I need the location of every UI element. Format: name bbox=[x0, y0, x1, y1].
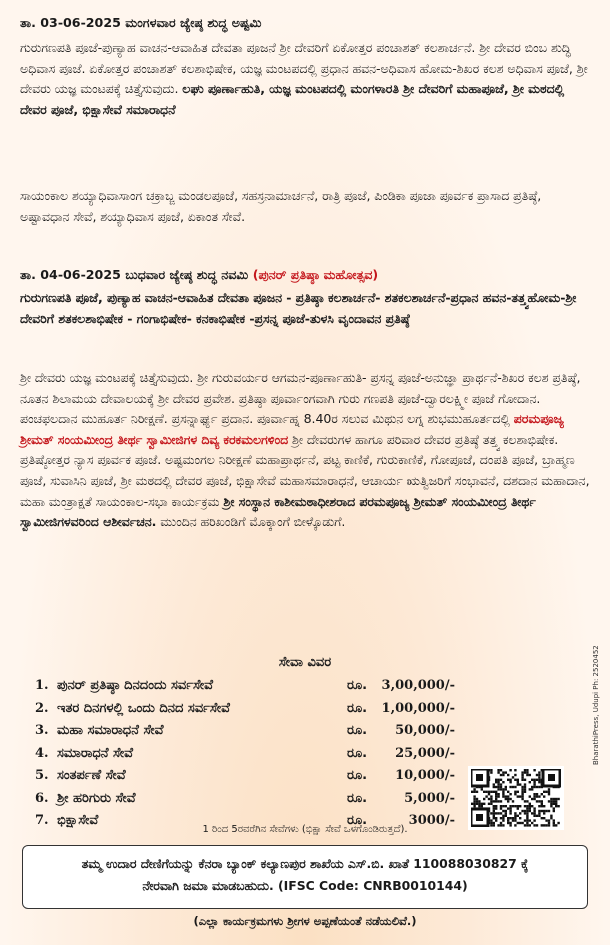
seva-amount: 10,000/- bbox=[395, 768, 455, 783]
seva-row bbox=[35, 701, 455, 722]
day2-p2-highlight: ಪರಮಪೂಜ್ಯ ಶ್ರೀಮತ್ ಸಂಯಮೀಂದ್ರ ತೀರ್ಥ ಸ್ವಾಮೀಜಿಗಳ ದಿವ್ಯ ಕರಕಮಲಗಳಿಂದ bbox=[20, 411, 564, 447]
seva-note: 1 ರಿಂದ 5ರವರೆಗಿನ ಸೇವೆಗಳು (ಭಿಕ್ಷಾ ಸೇವೆ ಒಳಗೊಂಡಿರುತ್ತದೆ). bbox=[202, 824, 408, 835]
seva-amount: 1,00,000/- bbox=[381, 700, 455, 716]
footer-note: (ಎಲ್ಲಾ ಕಾರ್ಯಕ್ರಮಗಳು ಶ್ರೀಗಳ ಅಪ್ಪಣೆಯಂತೆ ನಡೆಯಲಿವೆ.) bbox=[193, 914, 417, 928]
day1-p1-text: ಗುರುಗಣಪತಿ ಪೂಜೆ-ಪುಣ್ಯಾಹ ವಾಚನ-ಆವಾಹಿತ ದೇವತಾ ಪೂಜನೆ ಶ್ರೀ ದೇವರಿಗೆ ಏಕೋತ್ತರ ಪಂಚಾಶತ್ ಕಲಶಾರ್ಚನೆ. ಶ್ರೀ ದೇವರ ಬಿಂಬ ಶುದ್ಧಿ ಅಧಿವಾಸ ಪೂಜೆ. ಏಕೋತ್ತರ ಪಂಚಾಶತ್ ಕಲಶಾಭಿಷೇಕ, ಯಜ್ಞ ಮಂಟಪದಲ್ಲಿ ಪ್ರಧಾನ ಹವನ-ಅಧಿವಾಸ ಹೋಮ-ಶಿಖರ ಕಲಶ ಅಧಿವಾಸ ಪೂಜೆ, ಶ್ರೀ ದೇವರು ಯಜ್ಞ ಮಂಟಪಕ್ಕೆ ಚಿತ್ತೈಸುವುದು. bbox=[20, 40, 588, 97]
seva-amount: 25,000/- bbox=[395, 745, 455, 761]
day2-tag: (ಪುನರ್ ಪ್ರತಿಷ್ಠಾ ಮಹೋತ್ಸವ) bbox=[252, 267, 379, 282]
seva-amount: 3,00,000/- bbox=[381, 678, 455, 693]
seva-name: ಶ್ರೀ ಹರಿಗುರು ಸೇವೆ bbox=[57, 790, 136, 806]
day2-p2-text3: ಮುಂದಿನ ಹರಿಖಂಡಿಗೆ ಮೊಕ್ಕಾಂಗೆ ಬೀಳ್ಕೊಡುಗೆ. bbox=[156, 514, 346, 530]
seva-currency: ರೂ. bbox=[347, 813, 368, 828]
seva-row bbox=[35, 791, 455, 812]
day2-date: ತಾ. 04-06-2025 bbox=[20, 267, 121, 282]
seva-currency: ರೂ. bbox=[347, 790, 368, 806]
seva-number: 2. bbox=[35, 700, 49, 716]
day1-date: ತಾ. 03-06-2025 bbox=[20, 15, 121, 30]
day1-evening-paragraph: ಸಾಯಂಕಾಲ ಶಯ್ಯಾಧಿವಾಸಾಂಗ ಚಕ್ರಾಬ್ಜ ಮಂಡಲಪೂಜೆ, ಸಹಸ್ರನಾಮಾರ್ಚನೆ, ರಾತ್ರಿ ಪೂಜೆ, ಪಿಂಡಿಕಾ ಪೂಜಾ ಪೂರ್ವಕ ಪ್ರಾಸಾದ ಪ್ರತಿಷ್ಠೆ, ಅಷ್ಟಾವಧಾನ ಸೇವೆ, ಶಯ್ಯಾಧಿವಾಸ ಪೂಜೆ, ಏಕಾಂತ ಸೇವೆ. bbox=[20, 188, 542, 224]
seva-currency: ರೂ. bbox=[347, 768, 368, 783]
seva-name: ಸಂತರ್ಪಣೆ ಸೇವೆ bbox=[57, 768, 126, 783]
seva-number: 7. bbox=[35, 813, 49, 828]
seva-number: 4. bbox=[35, 745, 49, 761]
day2-p2-bold: ಶ್ರೀ ಸಂಸ್ಥಾನ ಕಾಶೀಮಠಾಧೀಶರಾದ ಪರಮಪೂಜ್ಯ ಶ್ರೀಮತ್ ಸಂಯಮೀಂದ್ರ ತೀರ್ಥ ಸ್ವಾಮೀಜಿಗಳವರಿಂದ ಆಶೀರ್ವಚನ. bbox=[20, 493, 536, 530]
seva-name: ಮಹಾ ಸಮಾರಾಧನೆ ಸೇವೆ bbox=[57, 723, 164, 738]
bank-info-box bbox=[22, 845, 588, 909]
day2-info: ಬುಧವಾರ ಜ್ಯೇಷ್ಠ ಶುದ್ಧ ನವಮಿ bbox=[125, 267, 249, 282]
day2-morning-paragraph: ಗುರುಗಣಪತಿ ಪೂಜೆ, ಪುಣ್ಯಾಹ ವಾಚನ-ಆವಾಹಿತ ದೇವತಾ ಪೂಜನ - ಪ್ರತಿಷ್ಠಾ ಕಲಶಾರ್ಚನೆ- ಶತಕಲಶಾರ್ಚನೆ-ಪ್ರಧಾನ ಹವನ-ತತ್ತ್ವಹೋಮ-ಶ್ರೀ ದೇವರಿಗೆ ಶತಕಲಶಾಭಿಷೇಕ - ಗಂಗಾಭಿಷೇಕ- ಕನಕಾಭಿಷೇಕ -ಪ್ರಸನ್ನ ಪೂಜೆ-ತುಳಸಿ ವೃಂದಾವನ ಪ್ರತಿಷ್ಠೆ bbox=[20, 290, 577, 326]
seva-currency: ರೂ. bbox=[347, 678, 368, 693]
day2-ceremony-paragraph bbox=[20, 368, 592, 533]
bank-line-1: ತಮ್ಮ ಉದಾರ ದೇಣಿಗೆಯನ್ನು ಕೆನರಾ ಬ್ಯಾಂಕ್ ಕಲ್ಯಾಣಪುರ ಶಾಖೆಯ ಎಸ್.ಬಿ. ಖಾತೆ 110088030827 ಕ್ಕೆ bbox=[81, 856, 529, 871]
seva-currency: ರೂ. bbox=[347, 745, 368, 761]
qr-code-icon bbox=[468, 766, 564, 830]
seva-number: 3. bbox=[35, 723, 49, 738]
seva-row bbox=[35, 768, 455, 789]
day1-morning-paragraph bbox=[20, 38, 592, 120]
seva-number: 1. bbox=[35, 678, 49, 693]
seva-title: ಸೇವಾ ವಿವರ bbox=[278, 655, 332, 670]
seva-row bbox=[35, 746, 455, 767]
seva-number: 6. bbox=[35, 790, 49, 806]
seva-amount: 3000/- bbox=[408, 813, 455, 828]
seva-row bbox=[35, 723, 455, 744]
day1-header bbox=[20, 14, 592, 31]
day2-p2-text: ಶ್ರೀ ದೇವರು ಯಜ್ಞ ಮಂಟಪಕ್ಕೆ ಚಿತ್ತೈಸುವುದು. ಶ್ರೀ ಗುರುವರ್ಯರ ಆಗಮನ-ಪೂರ್ಣಾಹುತಿ- ಪ್ರಸನ್ನ ಪೂಜೆ-ಅನುಜ್ಞಾ ಪ್ರಾರ್ಥನೆ-ಶಿಖರ ಕಲಶ ಪ್ರತಿಷ್ಠೆ, ನೂತನ ಶಿಲಾಮಯ ದೇವಾಲಯಕ್ಕೆ ಶ್ರೀ ದೇವರ ಪ್ರವೇಶ. ಪ್ರತಿಷ್ಠಾ ಪೂರ್ವಾಂಗವಾಗಿ ಗುರು ಗಣಪತಿ ಪೂಜೆ-ದ್ವಾರಲಕ್ಷ್ಮೀ ಪೂಜೆ ಗೋದಾನ. ಪಂಚಫಲದಾನ ಮುಹೂರ್ತ ನಿರೀಕ್ಷಣೆ. ಪ್ರಸನ್ನಾರ್ಘ್ಯ ಪ್ರದಾನ. ಪೂರ್ವಾಹ್ನ 8.40ರ ಸಲುವ ಮಿಥುನ ಲಗ್ನ ಶುಭಮುಹೂರ್ತದಲ್ಲಿ bbox=[20, 370, 581, 427]
seva-name: ಪುನರ್ ಪ್ರತಿಷ್ಠಾ ದಿನದಂದು ಸರ್ವಸೇವೆ bbox=[57, 678, 214, 693]
seva-number: 5. bbox=[35, 768, 49, 783]
printer-credit: BharathiPress, Udupi Ph: 2520452 bbox=[592, 645, 600, 765]
seva-name: ಸಮಾರಾಧನೆ ಸೇವೆ bbox=[57, 745, 134, 761]
seva-name: ಇತರ ದಿನಗಳಲ್ಲಿ ಒಂದು ದಿನದ ಸರ್ವಸೇವೆ bbox=[57, 700, 230, 716]
seva-currency: ರೂ. bbox=[347, 723, 368, 738]
seva-name: ಭಿಕ್ಷಾಸೇವೆ bbox=[57, 813, 99, 828]
day1-p1-bold: ಲಘು ಪೂರ್ಣಾಹುತಿ, ಯಜ್ಞ ಮಂಟಪದಲ್ಲಿ ಮಂಗಳಾರತಿ ಶ್ರೀ ದೇವರಿಗೆ ಮಹಾಪೂಜೆ, ಶ್ರೀ ಮಠದಲ್ಲಿ ದೇವರ ಪೂಜೆ, ಭಿಕ್ಷಾಸೇವೆ ಸಮಾರಾಧನೆ bbox=[20, 81, 565, 117]
bank-line-2: ನೇರವಾಗಿ ಜಮಾ ಮಾಡಬಹುದು. (IFSC Code: CNRB0010144) bbox=[142, 878, 468, 893]
seva-amount: 50,000/- bbox=[395, 723, 455, 738]
seva-row bbox=[35, 678, 455, 699]
seva-amount: 5,000/- bbox=[404, 790, 455, 806]
day2-p2-text2: ಶ್ರೀ ದೇವರುಗಳ ಹಾಗೂ ಪರಿವಾರ ದೇವರ ಪ್ರತಿಷ್ಠೆ ತತ್ತ್ವ ಕಲಶಾಭಿಷೇಕ. ಪ್ರತಿಷ್ಠೋತ್ತರ ನ್ಯಾಸ ಪೂರ್ವಕ ಪೂಜೆ. ಅಷ್ಟಮಂಗಲ ನಿರೀಕ್ಷಣೆ ಮಹಾಪ್ರಾರ್ಥನೆ, ಪಟ್ಟ ಕಾಣಿಕೆ, ಗುರುಕಾಣಿಕೆ, ಗೋಪೂಜೆ, ದಂಪತಿ ಪೂಜೆ, ಬ್ರಾಹ್ಮಣ ಪೂಜೆ, ಸುವಾಸಿನಿ ಪೂಜೆ, ಶ್ರೀ ಮಠದಲ್ಲಿ ದೇವರ ಪೂಜೆ, ಭಿಕ್ಷಾಸೇವೆ ಮಹಾಸಮಾರಾಧನೆ, ಆಚಾರ್ಯ ಋತ್ವಿಜರಿಗೆ ಸಂಭಾವನೆ, ದಶದಾನ ಮಹಾದಾನ, ಮಹಾ ಮಂತ್ರಾಕ್ಷತೆ ಸಾಯಂಕಾಲ-ಸಭಾ ಕಾರ್ಯಕ್ರಮ bbox=[20, 431, 590, 509]
day2-header bbox=[20, 266, 592, 283]
day1-info: ಮಂಗಳವಾರ ಜ್ಯೇಷ್ಠ ಶುದ್ಧ ಅಷ್ಟಮಿ bbox=[125, 15, 262, 30]
seva-currency: ರೂ. bbox=[347, 700, 368, 716]
